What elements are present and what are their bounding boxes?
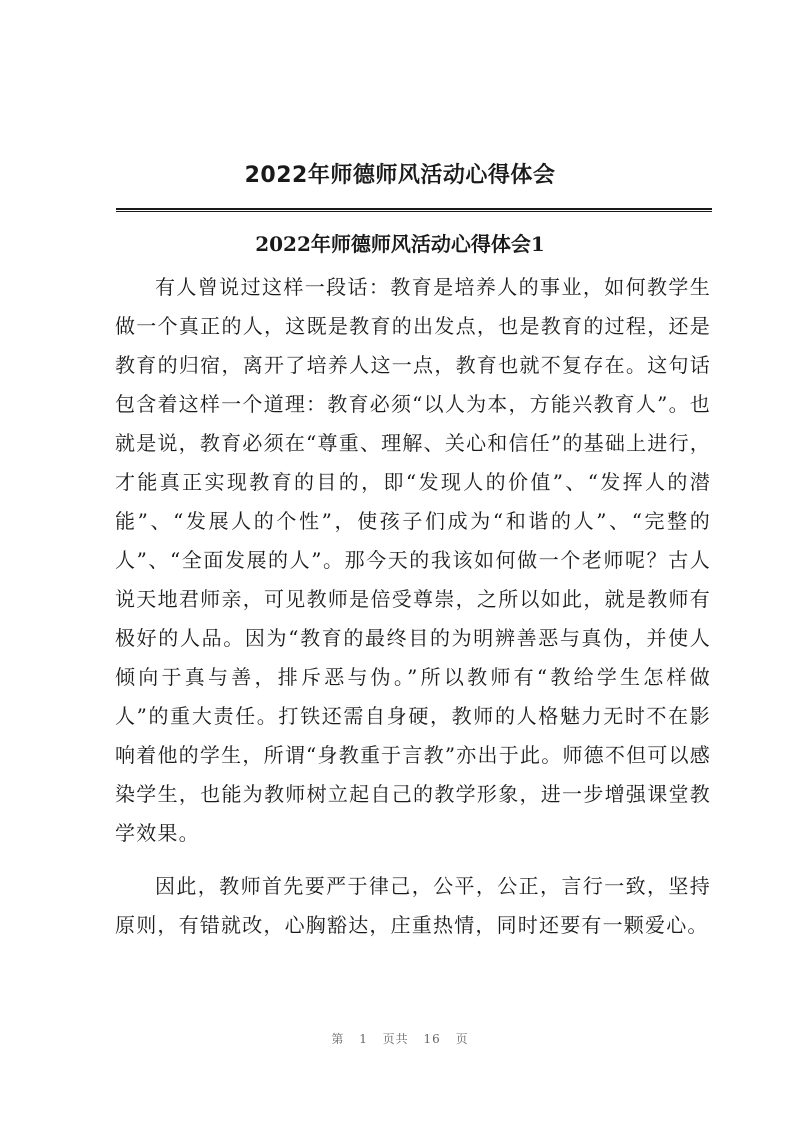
footer-current-page: 1 [359, 1032, 368, 1046]
document-body [115, 268, 711, 945]
body-paragraph-2: 因此，教师首先要严于律己，公平，公正，言行一致，坚持原则，有错就改，心胸豁达，庄重热情，同时还要有一颗爱心。 [115, 874, 711, 937]
body-paragraph-1: 有人曾说过这样一段话：教育是培养人的事业，如何教学生做一个真正的人，这既是教育的出发点，也是教育的过程，还是教育的归宿，离开了培养人这一点，教育也就不复存在。这句话包含着这样一个道理：教育必须“以人为本，方能兴教育人”。也就是说，教育必须在“尊重、理解、关心和信任”的基础上进行，才能真正实现教育的目的，即“发现人的价值”、“发挥人的潜能”、“发展人的个性”，使孩子们成为“和谐的人”、“完整的人”、“全面发展的人”。那今天的我该如何做一个老师呢？古人说天地君师亲，可见教师是倍受尊崇，之所以如此，就是教师有极好的人品。因为“教育的最终目的为明辨善恶与真伪，并使人倾向于真与善，排斥恶与伪。”所以教师有“教给学生怎样做人”的重大责任。打铁还需自身硬，教师的人格魅力无时不在影响着他的学生，所谓“身教重于言教”亦出于此。师德不但可以感染学生，也能为教师树立起自己的教学形象，进一步增强课堂教学效果。 [115, 275, 711, 845]
document-title: 2022年师德师风活动心得体会 [244, 163, 556, 188]
footer-middle: 页共 [382, 1032, 409, 1046]
section-heading: 2022年师德师风活动心得体会1 [255, 232, 545, 256]
footer-total-pages: 16 [423, 1032, 441, 1046]
footer-prefix: 第 [331, 1032, 345, 1046]
footer-suffix: 页 [455, 1032, 469, 1046]
title-divider [116, 208, 712, 212]
page-footer [0, 1030, 800, 1047]
